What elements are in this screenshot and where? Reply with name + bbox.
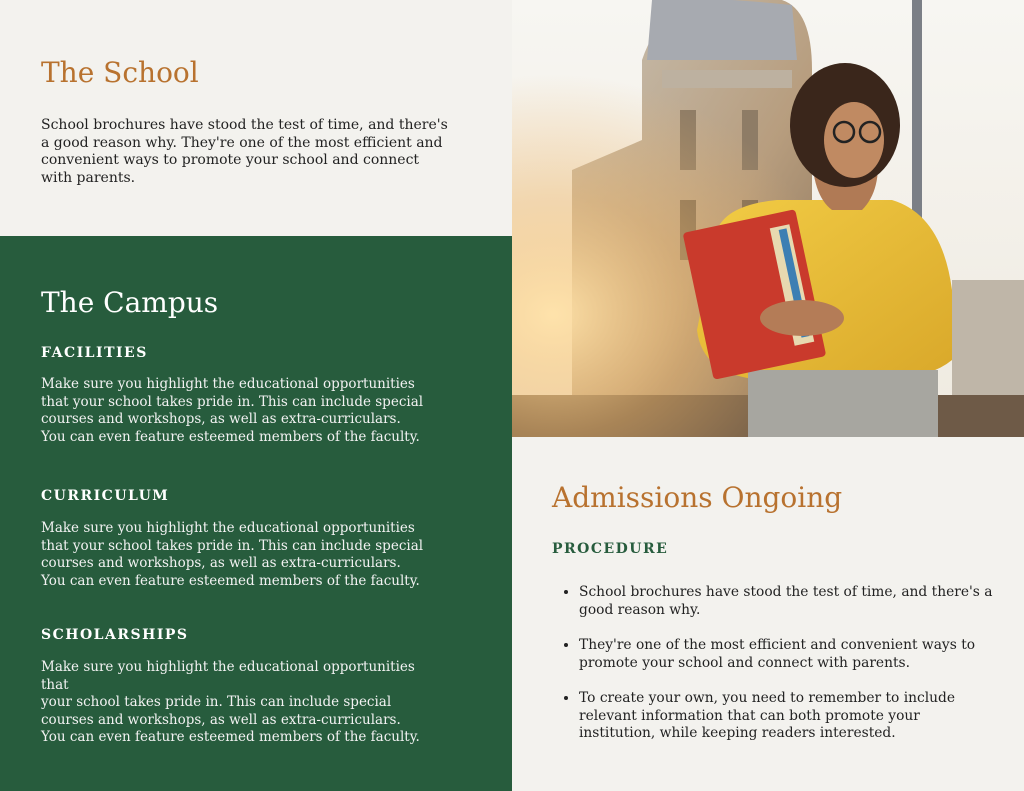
text-line: courses and workshops, as well as extra-curriculars. [41,555,401,571]
text-line: courses and workshops, as well as extra-curriculars. [41,711,401,728]
campus-section [0,236,512,791]
text-line: your school takes pride in. This can include special [41,694,392,710]
text-line: that your school takes pride in. This can include special [41,393,424,410]
school-description: School brochures have stood the test of time, and there's a good reason why. They're one of the most efficient and convenient ways to promote your school and connect with parents. [41,117,448,186]
list-item: • To create your own, you need to remember to include relevant information that can both promote your institution, while keeping readers interested. [579,690,999,743]
text-line: Make sure you highlight the educational opportunities [41,659,415,675]
scholarships-text [41,659,451,747]
text-line: You can even feature esteemed members of the faculty. [41,572,420,589]
text-line: that your school takes pride in. This can include special [41,537,424,554]
curriculum-heading: CURRICULUM [41,488,170,504]
facilities-heading: FACILITIES [41,345,148,361]
list-item: • They're one of the most efficient and convenient ways to promote your school and connect with parents. [579,637,999,672]
school-title: The School [41,56,199,89]
text-line: courses and workshops, as well as extra-curriculars. [41,411,401,427]
curriculum-text [41,520,451,590]
scholarships-heading: SCHOLARSHIPS [41,627,189,643]
text-line: You can even feature esteemed members of the faculty. [41,729,420,745]
procedure-heading: PROCEDURE [552,541,669,557]
school-section [0,0,512,236]
list-item: • School brochures have stood the test of time, and there's a good reason why. [579,584,999,619]
facilities-text [41,376,451,446]
text-line: Make sure you highlight the educational opportunities [41,376,415,392]
campus-title: The Campus [41,286,219,319]
text-line: Make sure you highlight the educational opportunities [41,520,415,536]
text-line: that [41,676,69,693]
student-photo [512,0,1024,437]
procedure-list [560,584,999,761]
text-line: You can even feature esteemed members of the faculty. [41,428,420,445]
admissions-title: Admissions Ongoing [552,481,843,514]
admissions-section [512,437,1024,791]
